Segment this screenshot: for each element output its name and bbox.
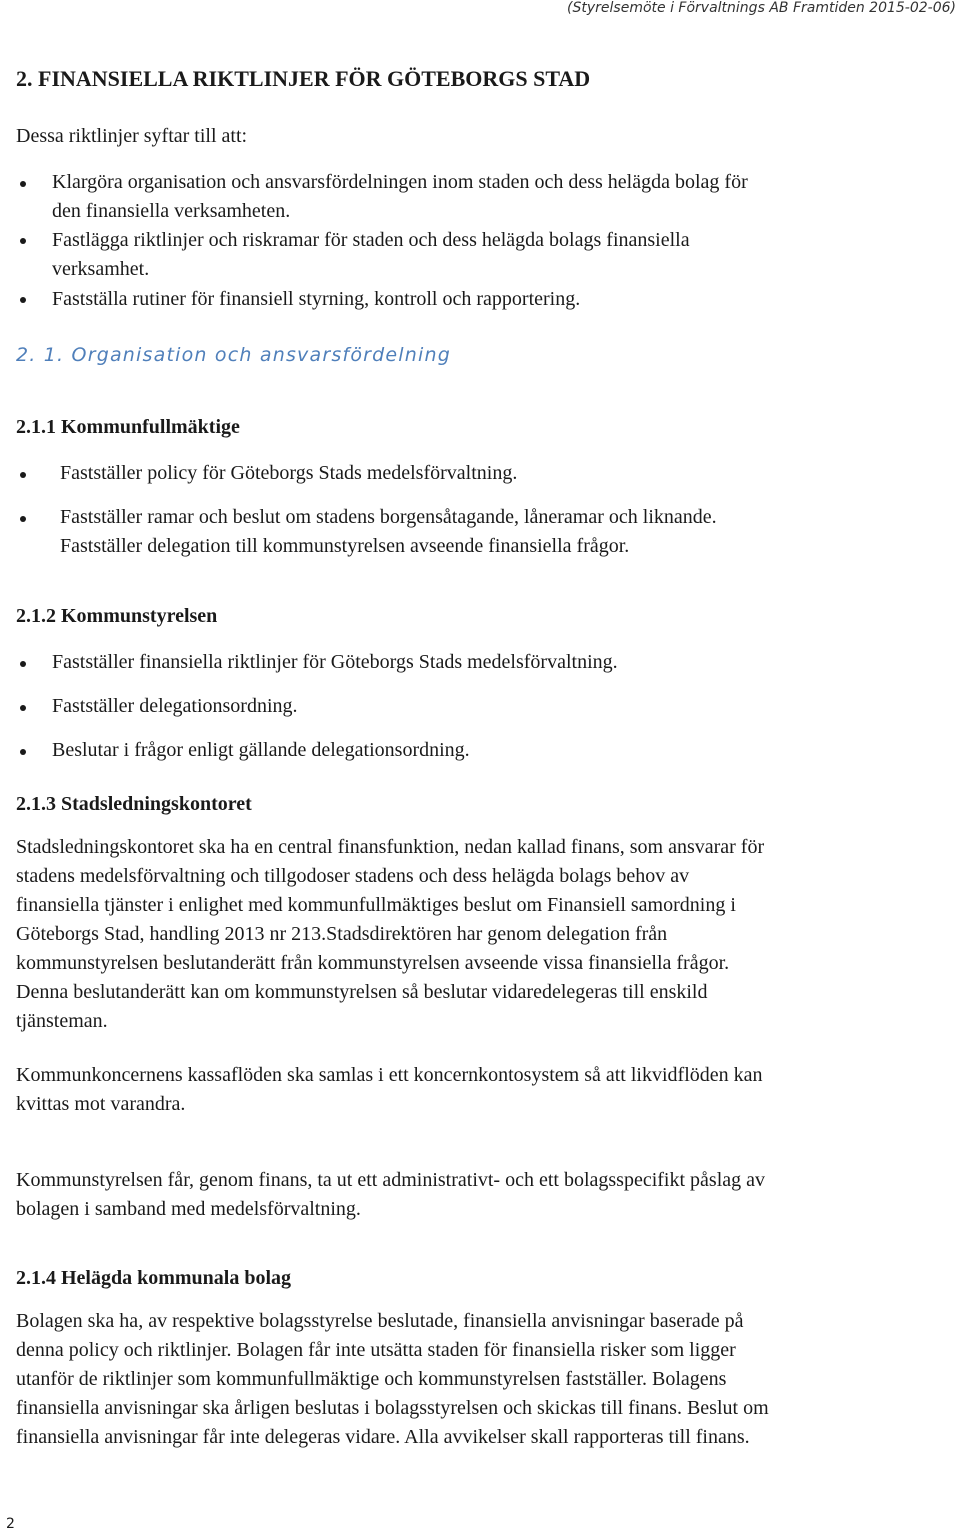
list-item-continuation: Fastställer delegation till kommunstyrelsen avseende finansiella frågor. xyxy=(60,535,630,557)
slk-paragraph-3: Kommunstyrelsen får, genom finans, ta ut ett administrativt- och ett bolagsspecifikt påslag av bolagen i samband med medelsförvaltning. xyxy=(16,1169,766,1220)
list-item-continuation: den finansiella verksamheten. xyxy=(52,200,291,222)
list-item: Fastställer policy för Göteborgs Stads medelsförvaltning. xyxy=(60,462,518,484)
list-item: Fastställer ramar och beslut om stadens borgensåtagande, låneramar och liknande. xyxy=(60,506,717,528)
bullet-icon xyxy=(20,661,26,667)
bolag-paragraph: Bolagen ska ha, av respektive bolagsstyrelse beslutade, finansiella anvisningar baserade på denna policy och riktlinjer. Bolagen får inte utsätta staden för finansiella risker som ligger utanför de riktlinjer som kommunfullmäktige och kommunstyrelsen fastställer. Bolagens finansiella anvisningar ska årligen beslutas i bolagsstyrelsen och skickas till finans. Beslut om finansiella anvisningar får inte delegeras vidare. Alla avvikelser skall rapporteras till finans. xyxy=(16,1310,769,1448)
list-item: Fastställer finansiella riktlinjer för Göteborgs Stads medelsförvaltning. xyxy=(52,651,618,673)
bullet-icon xyxy=(20,181,26,187)
bullet-icon xyxy=(20,297,26,303)
intro-text: Dessa riktlinjer syftar till att: xyxy=(16,125,248,147)
bullet-icon xyxy=(20,749,26,755)
meeting-note: (Styrelsemöte i Förvaltnings AB Framtiden 2015-02-06) xyxy=(567,0,956,16)
bullet-icon xyxy=(20,705,26,711)
slk-heading: 2.1.3 Stadsledningskontoret xyxy=(16,793,252,815)
bullet-icon xyxy=(20,238,26,244)
subsection-title: 2. 1. Organisation och ansvarsfördelning xyxy=(16,344,452,366)
page-number: 2 xyxy=(6,1516,15,1532)
kf-heading: 2.1.1 Kommunfullmäktige xyxy=(16,416,240,438)
list-item: Fastlägga riktlinjer och riskramar för staden och dess helägda bolags finansiella xyxy=(52,229,690,251)
section-title: 2. FINANSIELLA RIKTLINJER FÖR GÖTEBORGS STAD xyxy=(16,66,591,91)
list-item-continuation: verksamhet. xyxy=(52,258,150,280)
slk-paragraph-1: Stadsledningskontoret ska ha en central finansfunktion, nedan kallad finans, som ansvarar för stadens medelsförvaltning och tillgodoser stadens och dess helägda bolags behov av finansiella tjänster i enlighet med kommunfullmäktiges beslut om Finansiell samordning i Göteborgs Stad, handling 2013 nr 213.Stadsdirektören har genom delegation från kommunstyrelsen beslutanderätt från kommunstyrelsen avseende vissa finansiella frågor. Denna beslutanderätt kan om kommunstyrelsen så beslutar vidaredelegeras till enskild tjänsteman. xyxy=(16,836,765,1032)
list-item: Beslutar i frågor enligt gällande delegationsordning. xyxy=(52,739,470,761)
bullet-icon xyxy=(20,472,26,478)
list-item: Klargöra organisation och ansvarsfördelningen inom staden och dess helägda bolag för xyxy=(52,171,748,193)
list-item: Fastställa rutiner för finansiell styrning, kontroll och rapportering. xyxy=(52,288,581,310)
bolag-heading: 2.1.4 Helägda kommunala bolag xyxy=(16,1267,292,1289)
list-item: Fastställer delegationsordning. xyxy=(52,695,298,717)
slk-paragraph-2: Kommunkoncernens kassaflöden ska samlas i ett koncernkontosystem så att likvidflöden kan kvittas mot varandra. xyxy=(16,1064,763,1115)
bullet-icon xyxy=(20,516,26,522)
ks-heading: 2.1.2 Kommunstyrelsen xyxy=(16,605,218,627)
